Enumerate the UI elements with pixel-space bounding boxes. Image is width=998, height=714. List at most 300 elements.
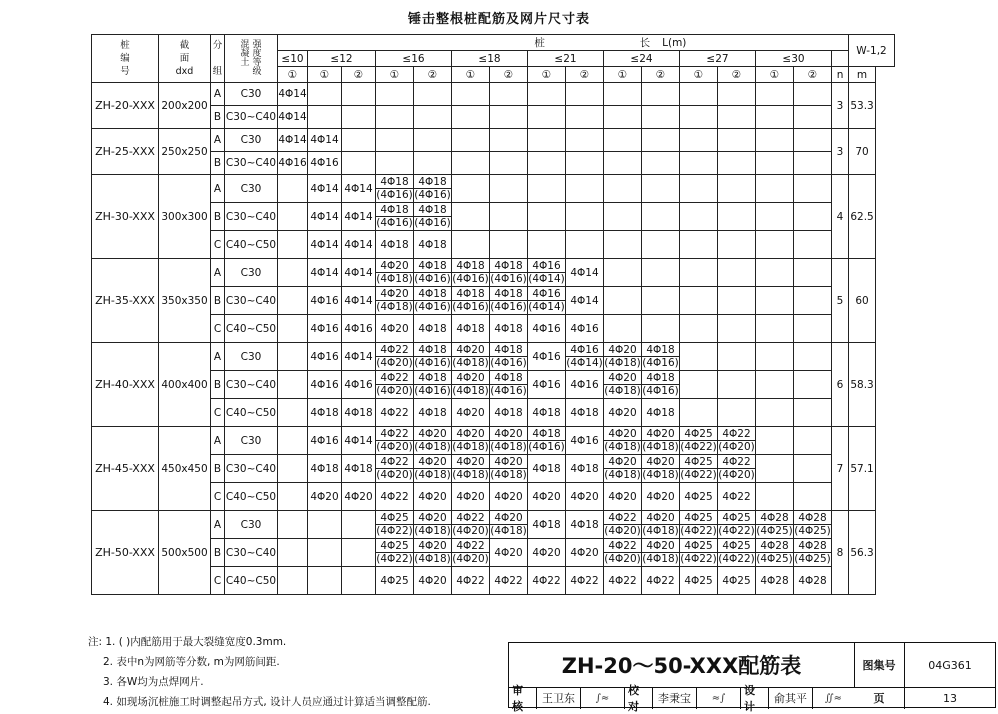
rebar-cell: 4Φ25 (4Φ22) (680, 512, 717, 537)
rebar-cell (604, 83, 642, 106)
rebar-cell (528, 129, 566, 152)
rebar-cell: 4Φ22 (4Φ20) (452, 512, 489, 537)
rebar-cell (566, 203, 604, 231)
rebar-cell (414, 152, 452, 175)
group-cell: B (211, 287, 225, 315)
rebar-cell: 4Φ20 (342, 483, 376, 511)
concrete-cell: C40~C50 (225, 231, 278, 259)
rebar-cell (604, 287, 642, 315)
design-name: 俞其平 (769, 687, 813, 709)
atlas-number: 04G361 (928, 658, 972, 672)
rebar-cell (278, 343, 308, 371)
rebar-cell: 4Φ14 (342, 175, 376, 203)
table-row (92, 259, 895, 287)
notes (88, 632, 431, 712)
header-col-2: ② (342, 67, 376, 83)
rebar-cell: 4Φ20 (642, 483, 680, 511)
table-row (92, 175, 895, 203)
rebar-cell (376, 83, 414, 106)
rebar-cell (604, 231, 642, 259)
header-col-1: ① (452, 67, 490, 83)
rebar-cell (642, 152, 680, 175)
rebar-cell: 4Φ22 (4Φ20) (718, 456, 755, 481)
rebar-cell (756, 259, 794, 287)
table-row (92, 371, 895, 399)
rebar-cell: 4Φ14 (342, 259, 376, 287)
rebar-cell (308, 106, 342, 129)
rebar-cell (452, 152, 490, 175)
rebar-cell (756, 371, 794, 399)
header-range-7: ≤30 (756, 51, 832, 67)
note-4: 4. 如现场沉桩施工时调整起吊方式, 设计人员应通过计算适当调整配筋. (103, 696, 431, 708)
rebar-cell (756, 175, 794, 203)
group-cell: C (211, 399, 225, 427)
rebar-cell (680, 83, 718, 106)
rebar-cell: 4Φ22 (4Φ20) (376, 372, 413, 397)
header-n: n (832, 67, 849, 83)
rebar-cell: 4Φ18 (4Φ16) (452, 288, 489, 313)
rebar-cell (680, 129, 718, 152)
rebar-cell: 4Φ22 (4Φ20) (604, 540, 641, 565)
header-m: m (849, 67, 876, 83)
concrete-cell: C30 (225, 427, 278, 455)
concrete-cell: C40~C50 (225, 483, 278, 511)
rebar-cell (604, 203, 642, 231)
rebar-cell: 4Φ22 (490, 567, 528, 595)
rebar-cell (604, 129, 642, 152)
rebar-cell (718, 399, 756, 427)
pile-section: 500x500 (159, 511, 211, 595)
concrete-cell: C40~C50 (225, 315, 278, 343)
concrete-cell: C40~C50 (225, 567, 278, 595)
atlas-label: 图集号 (854, 643, 905, 687)
group-cell: A (211, 83, 225, 106)
concrete-cell: C40~C50 (225, 399, 278, 427)
rebar-cell: 4Φ16 (528, 315, 566, 343)
rebar-cell (528, 203, 566, 231)
rebar-cell: 4Φ20 (4Φ18) (414, 456, 451, 481)
header-col-2: ② (718, 67, 756, 83)
rebar-cell: 4Φ22 (452, 567, 490, 595)
rebar-cell (718, 287, 756, 315)
rebar-cell: 4Φ18 (566, 455, 604, 483)
table-row (92, 203, 895, 231)
rebar-cell: 4Φ22 (604, 567, 642, 595)
table-row (92, 83, 895, 106)
header-col-2: ② (490, 67, 528, 83)
rebar-cell (278, 511, 308, 539)
rebar-cell: 4Φ16 (308, 152, 342, 175)
rebar-cell (278, 175, 308, 203)
rebar-cell: 4Φ18 (4Φ16) (452, 260, 489, 285)
rebar-cell (308, 511, 342, 539)
rebar-cell (342, 152, 376, 175)
rebar-cell: 4Φ22 (4Φ20) (376, 344, 413, 369)
pile-section: 300x300 (159, 175, 211, 259)
table-row (92, 231, 895, 259)
rebar-cell (680, 231, 718, 259)
concrete-cell: C30 (225, 343, 278, 371)
rebar-cell: 4Φ18 (452, 315, 490, 343)
group-cell: B (211, 539, 225, 567)
rebar-cell (376, 129, 414, 152)
drawing-title: ZH-20～50-XXX配筋表 (509, 643, 855, 688)
rebar-cell: 4Φ18 (490, 399, 528, 427)
rebar-cell (680, 371, 718, 399)
rebar-cell: 4Φ16 (4Φ14) (528, 260, 565, 285)
rebar-cell (376, 106, 414, 129)
rebar-cell (794, 483, 832, 511)
header-length: 桩 长 L(m) (278, 35, 849, 51)
pile-section: 350x350 (159, 259, 211, 343)
mesh-m: 56.3 (849, 511, 876, 595)
rebar-cell: 4Φ20 (414, 483, 452, 511)
rebar-cell: 4Φ18 (4Φ16) (642, 344, 679, 369)
rebar-cell (278, 567, 308, 595)
mesh-n: 3 (832, 83, 849, 129)
rebar-cell (794, 343, 832, 371)
check-signature: ≈∫ (697, 687, 741, 709)
rebar-cell (604, 152, 642, 175)
rebar-cell: 4Φ18 (414, 231, 452, 259)
rebar-cell: 4Φ18 (4Φ16) (528, 428, 565, 453)
table-row (92, 567, 895, 595)
rebar-cell: 4Φ20 (414, 567, 452, 595)
rebar-cell: 4Φ16 (308, 427, 342, 455)
group-cell: B (211, 106, 225, 129)
rebar-cell (528, 152, 566, 175)
rebar-cell (794, 203, 832, 231)
rebar-cell: 4Φ20 (4Φ18) (414, 428, 451, 453)
header-range-0: ≤10 (278, 51, 308, 67)
rebar-cell (528, 175, 566, 203)
page-label: 页 (854, 687, 905, 709)
rebar-cell (680, 259, 718, 287)
rebar-cell: 4Φ28 (4Φ25) (794, 512, 831, 537)
rebar-cell (642, 83, 680, 106)
header-col-1: ① (604, 67, 642, 83)
rebar-cell (642, 315, 680, 343)
rebar-cell (756, 427, 794, 455)
rebar-cell (490, 83, 528, 106)
rebar-cell: 4Φ18 (4Φ16) (414, 372, 451, 397)
rebar-cell (680, 203, 718, 231)
rebar-cell: 4Φ14 (308, 129, 342, 152)
table-row (92, 455, 895, 483)
rebar-cell: 4Φ20 (566, 483, 604, 511)
rebar-cell (308, 567, 342, 595)
header-section: 截 面 dxd (159, 35, 211, 83)
rebar-cell: 4Φ25 (4Φ22) (680, 428, 717, 453)
rebar-cell: 4Φ22 (4Φ20) (452, 540, 489, 565)
rebar-cell: 4Φ18 (528, 399, 566, 427)
rebar-cell (756, 343, 794, 371)
rebar-cell (718, 231, 756, 259)
rebar-cell (490, 203, 528, 231)
rebar-cell: 4Φ16 (4Φ14) (528, 288, 565, 313)
rebar-cell (794, 129, 832, 152)
rebar-cell: 4Φ25 (680, 483, 718, 511)
concrete-cell: C30~C40 (225, 203, 278, 231)
rebar-cell (642, 106, 680, 129)
rebar-cell (278, 539, 308, 567)
rebar-cell: 4Φ28 (4Φ25) (756, 540, 793, 565)
rebar-cell: 4Φ18 (414, 399, 452, 427)
rebar-cell: 4Φ14 (308, 231, 342, 259)
concrete-cell: C30~C40 (225, 539, 278, 567)
pile-id: ZH-20-XXX (92, 83, 159, 129)
mesh-n: 8 (832, 511, 849, 595)
rebar-cell (566, 106, 604, 129)
rebar-cell: 4Φ18 (528, 511, 566, 539)
table-row (92, 315, 895, 343)
rebar-cell (308, 83, 342, 106)
rebar-cell: 4Φ14 (342, 427, 376, 455)
rebar-cell: 4Φ20 (4Φ18) (642, 512, 679, 537)
rebar-cell: 4Φ20 (490, 483, 528, 511)
rebar-cell: 4Φ22 (4Φ20) (376, 456, 413, 481)
rebar-cell (680, 315, 718, 343)
pile-id: ZH-30-XXX (92, 175, 159, 259)
mesh-n: 3 (832, 129, 849, 175)
rebar-cell: 4Φ18 (342, 455, 376, 483)
rebar-cell (794, 399, 832, 427)
rebar-cell: 4Φ14 (278, 106, 308, 129)
rebar-cell: 4Φ25 (680, 567, 718, 595)
header-col-1: ① (278, 67, 308, 83)
rebar-cell: 4Φ22 (4Φ20) (604, 512, 641, 537)
header-group: 分 组 (211, 35, 225, 83)
rebar-cell: 4Φ20 (4Φ18) (452, 344, 489, 369)
rebar-cell: 4Φ14 (342, 231, 376, 259)
rebar-cell: 4Φ20 (4Φ18) (490, 456, 527, 481)
rebar-cell: 4Φ25 (4Φ22) (376, 512, 413, 537)
mesh-m: 60 (849, 259, 876, 343)
rebar-cell: 4Φ14 (278, 129, 308, 152)
rebar-cell: 4Φ18 (566, 399, 604, 427)
group-cell: A (211, 343, 225, 371)
rebar-cell: 4Φ16 (308, 287, 342, 315)
rebar-cell (718, 343, 756, 371)
rebar-cell: 4Φ14 (308, 259, 342, 287)
rebar-cell (756, 483, 794, 511)
rebar-cell (452, 129, 490, 152)
rebar-cell (756, 455, 794, 483)
rebar-cell: 4Φ14 (342, 203, 376, 231)
rebar-cell: 4Φ18 (490, 315, 528, 343)
rebar-cell (718, 106, 756, 129)
rebar-cell: 4Φ20 (4Φ18) (604, 372, 641, 397)
rebar-cell (452, 175, 490, 203)
title-block (508, 642, 996, 713)
rebar-cell: 4Φ22 (642, 567, 680, 595)
rebar-cell: 4Φ16 (308, 315, 342, 343)
header-range-3: ≤18 (452, 51, 528, 67)
rebar-cell (680, 399, 718, 427)
concrete-cell: C30~C40 (225, 455, 278, 483)
rebar-cell: 4Φ18 (4Φ16) (642, 372, 679, 397)
group-cell: C (211, 483, 225, 511)
mesh-n: 7 (832, 427, 849, 511)
rebar-cell: 4Φ20 (604, 483, 642, 511)
rebar-cell: 4Φ25 (4Φ22) (718, 540, 755, 565)
rebar-cell (342, 106, 376, 129)
rebar-cell (566, 152, 604, 175)
rebar-cell: 4Φ18 (4Φ16) (376, 204, 413, 229)
header-col-1: ① (376, 67, 414, 83)
rebar-cell: 4Φ22 (566, 567, 604, 595)
header-col-2: ② (642, 67, 680, 83)
mesh-m: 57.1 (849, 427, 876, 511)
rebar-cell: 4Φ20 (566, 539, 604, 567)
rebar-cell (278, 287, 308, 315)
rebar-cell: 4Φ20 (4Φ18) (452, 456, 489, 481)
rebar-cell: 4Φ25 (4Φ22) (680, 540, 717, 565)
rebar-cell: 4Φ20 (4Φ18) (642, 428, 679, 453)
rebar-cell (452, 83, 490, 106)
table-row (92, 152, 895, 175)
pile-id: ZH-45-XXX (92, 427, 159, 511)
concrete-cell: C30~C40 (225, 371, 278, 399)
group-cell: A (211, 511, 225, 539)
rebar-cell: 4Φ18 (4Φ16) (414, 176, 451, 201)
rebar-cell: 4Φ20 (490, 539, 528, 567)
rebar-cell (528, 83, 566, 106)
rebar-cell (718, 203, 756, 231)
group-cell: A (211, 129, 225, 152)
concrete-cell: C30 (225, 83, 278, 106)
rebar-cell (278, 371, 308, 399)
rebar-cell: 4Φ20 (376, 315, 414, 343)
group-cell: B (211, 203, 225, 231)
rebar-cell (452, 106, 490, 129)
header-range-4: ≤21 (528, 51, 604, 67)
rebar-cell (642, 203, 680, 231)
rebar-cell: 4Φ20 (528, 539, 566, 567)
rebar-cell (278, 483, 308, 511)
rebar-cell (278, 399, 308, 427)
rebar-cell: 4Φ14 (308, 203, 342, 231)
rebar-cell (278, 455, 308, 483)
header-w: W-1,2 (849, 35, 895, 67)
rebar-cell: 4Φ25 (4Φ22) (718, 512, 755, 537)
rebar-cell: 4Φ25 (376, 567, 414, 595)
rebar-cell: 4Φ28 (794, 567, 832, 595)
rebar-cell (642, 287, 680, 315)
rebar-cell: 4Φ16 (342, 315, 376, 343)
rebar-cell (376, 152, 414, 175)
rebar-cell: 4Φ20 (4Φ18) (452, 372, 489, 397)
rebar-cell (680, 152, 718, 175)
design-signature: ∬≈ (825, 692, 842, 704)
rebar-cell (794, 371, 832, 399)
rebar-cell (604, 315, 642, 343)
mesh-n: 6 (832, 343, 849, 427)
rebar-cell: 4Φ14 (566, 287, 604, 315)
rebar-cell (756, 106, 794, 129)
rebar-cell: 4Φ18 (414, 315, 452, 343)
rebar-cell (528, 231, 566, 259)
rebar-cell: 4Φ16 (566, 315, 604, 343)
rebar-cell: 4Φ25 (718, 567, 756, 595)
rebar-cell: 4Φ22 (376, 483, 414, 511)
rebar-cell: 4Φ14 (308, 175, 342, 203)
pile-id: ZH-25-XXX (92, 129, 159, 175)
rebar-cell (718, 315, 756, 343)
rebar-cell: 4Φ18 (4Φ16) (490, 344, 527, 369)
rebar-cell (490, 106, 528, 129)
header-col-2: ② (414, 67, 452, 83)
rebar-cell: 4Φ28 (756, 567, 794, 595)
rebar-cell: 4Φ18 (642, 399, 680, 427)
rebar-cell: 4Φ18 (4Φ16) (490, 288, 527, 313)
mesh-m: 58.3 (849, 343, 876, 427)
rebar-cell (794, 175, 832, 203)
page-title: 锤击整根桩配筋及网片尺寸表 (407, 12, 590, 27)
rebar-cell (794, 427, 832, 455)
rebar-cell (718, 129, 756, 152)
pile-section: 450x450 (159, 427, 211, 511)
group-cell: B (211, 152, 225, 175)
rebar-cell (452, 203, 490, 231)
header-col-1: ① (756, 67, 794, 83)
rebar-cell: 4Φ20 (4Φ18) (642, 456, 679, 481)
rebar-cell (680, 106, 718, 129)
rebar-cell: 4Φ18 (4Φ16) (414, 260, 451, 285)
rebar-cell: 4Φ16 (342, 371, 376, 399)
pile-id: ZH-35-XXX (92, 259, 159, 343)
rebar-cell (490, 152, 528, 175)
rebar-cell: 4Φ22 (528, 567, 566, 595)
table-row (92, 399, 895, 427)
rebar-cell (680, 287, 718, 315)
rebar-cell (566, 83, 604, 106)
rebar-cell (718, 83, 756, 106)
rebar-cell: 4Φ20 (4Φ18) (604, 456, 641, 481)
rebar-cell (718, 259, 756, 287)
rebar-cell: 4Φ18 (308, 455, 342, 483)
table-row (92, 427, 895, 455)
rebar-cell: 4Φ16 (278, 152, 308, 175)
rebar-cell: 4Φ18 (4Φ16) (490, 260, 527, 285)
rebar-cell: 4Φ16 (528, 343, 566, 371)
group-cell: C (211, 231, 225, 259)
table-row (92, 343, 895, 371)
rebar-cell: 4Φ18 (308, 399, 342, 427)
rebar-cell: 4Φ20 (4Φ18) (376, 288, 413, 313)
rebar-cell (756, 399, 794, 427)
rebar-cell: 4Φ20 (308, 483, 342, 511)
rebar-cell (756, 152, 794, 175)
rebar-cell: 4Φ20 (4Φ18) (452, 428, 489, 453)
rebar-cell: 4Φ20 (4Φ18) (604, 344, 641, 369)
rebar-cell (794, 83, 832, 106)
rebar-cell: 4Φ28 (4Φ25) (794, 540, 831, 565)
header-col-1: ① (308, 67, 342, 83)
group-cell: B (211, 455, 225, 483)
reinforcement-table (91, 34, 895, 595)
mesh-n: 4 (832, 175, 849, 259)
rebar-cell (794, 152, 832, 175)
rebar-cell (756, 83, 794, 106)
concrete-cell: C30~C40 (225, 152, 278, 175)
pile-section: 250x250 (159, 129, 211, 175)
rebar-cell: 4Φ14 (342, 287, 376, 315)
pile-section: 200x200 (159, 83, 211, 129)
rebar-cell (342, 511, 376, 539)
rebar-cell: 4Φ20 (4Φ18) (604, 428, 641, 453)
rebar-cell (604, 259, 642, 287)
